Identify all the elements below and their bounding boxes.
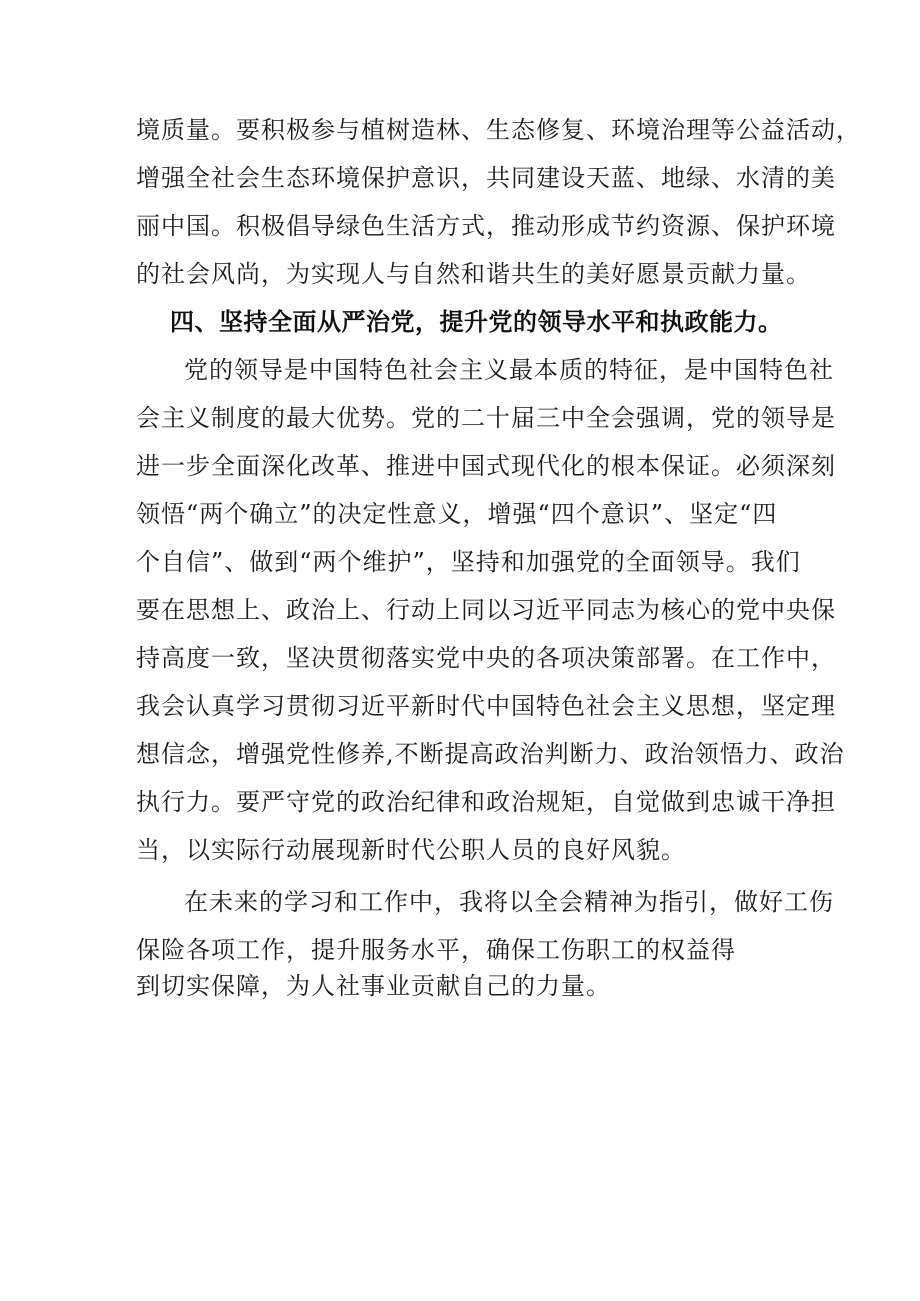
paragraph-2-line-11: 当，以实际行动展现新时代公职人员的良好风貌。 [136, 836, 686, 864]
paragraph-2-line-6: 要在思想上、政治上、行动上同以习近平同志为核心的党中央保 [136, 596, 836, 624]
paragraph-2-line-2: 会主义制度的最大优势。党的二十届三中全会强调，党的领导是 [136, 404, 836, 432]
paragraph-2-line-1: 党的领导是中国特色社会主义最本质的特征，是中国特色社 [184, 356, 834, 384]
paragraph-2-line-9: 想信念，增强党性修养,不断提高政治判断力、政治领悟力、政治 [136, 740, 845, 768]
paragraph-2-line-3: 进一步全面深化改革、推进中国式现代化的根本保证。必须深刻 [136, 452, 836, 480]
paragraph-2-line-5: 个自信”、做到“两个维护”，坚持和加强党的全面领导。我们 [136, 548, 801, 576]
paragraph-3-line-3: 到切实保障，为人社事业贡献自己的力量。 [136, 972, 611, 1000]
paragraph-2-line-4: 领悟“两个确立”的决定性意义，增强“四个意识”、坚定“四 [136, 500, 778, 528]
section-heading: 四、坚持全面从严治党，提升党的领导水平和执政能力。 [170, 308, 783, 336]
paragraph-2-line-7: 持高度一致，坚决贯彻落实党中央的各项决策部署。在工作中， [136, 644, 836, 672]
paragraph-2-line-8: 我会认真学习贯彻习近平新时代中国特色社会主义思想，坚定理 [136, 692, 836, 720]
paragraph-3-line-1: 在未来的学习和工作中，我将以全会精神为指引，做好工伤 [184, 888, 834, 916]
paragraph-1-line-3: 丽中国。积极倡导绿色生活方式，推动形成节约资源、保护环境 [136, 212, 836, 240]
paragraph-1-line-2: 增强全社会生态环境保护意识，共同建设天蓝、地绿、水清的美 [136, 164, 836, 192]
paragraph-1-line-4: 的社会风尚，为实现人与自然和谐共生的美好愿景贡献力量。 [136, 260, 811, 288]
paragraph-3-line-2: 保险各项工作，提升服务水平，确保工伤职工的权益得 [136, 936, 736, 964]
paragraph-1-line-1: 境质量。要积极参与植树造林、生态修复、环境治理等公益活动， [136, 116, 861, 144]
paragraph-2-line-10: 执行力。要严守党的政治纪律和政治规矩，自觉做到忠诚干净担 [136, 788, 836, 816]
